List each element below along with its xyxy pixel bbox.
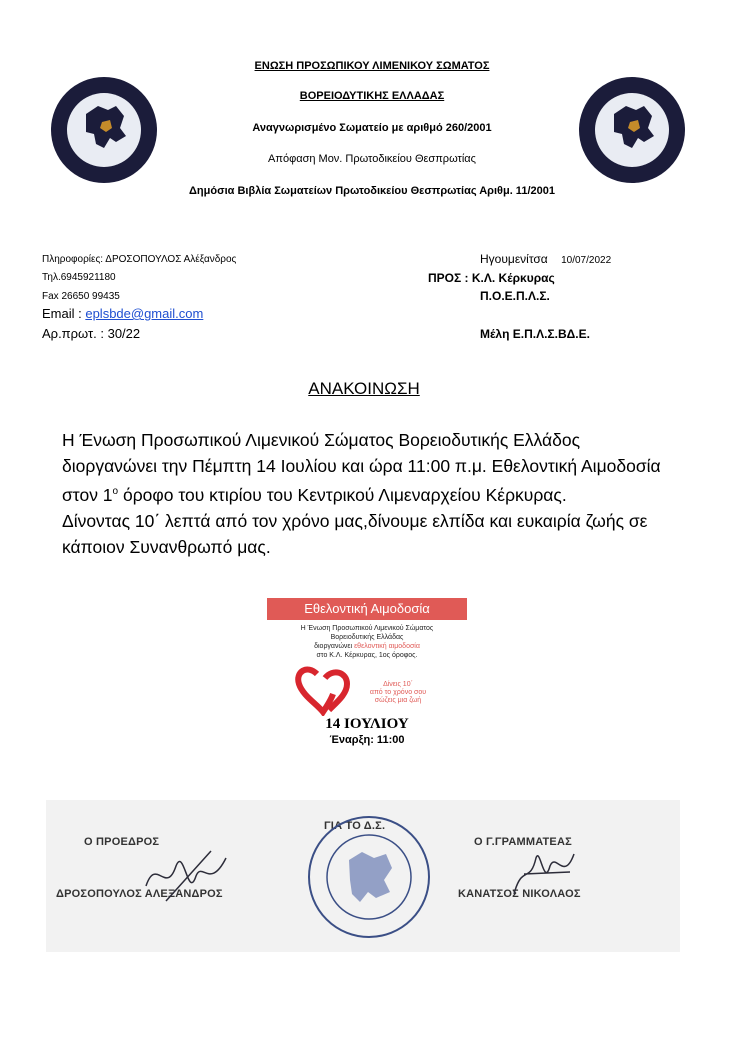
secretary-title: Ο Γ.ΓΡΑΜΜΑΤΕΑΣ [474,836,572,848]
header-line-3: Αναγνωρισμένο Σωματείο με αριθμό 260/2001 [252,122,492,134]
place-date [480,252,611,266]
header-line-1: ΕΝΩΣΗ ΠΡΟΣΩΠΙΚΟΥ ΛΙΜΕΝΙΚΟΥ ΣΩΜΑΤΟΣ [254,60,490,72]
announcement-line-5: κάποιον Συνανθρωπό μας. [62,536,271,557]
blood-donation-poster [267,598,467,754]
date: 10/07/2022 [561,255,612,266]
president-title: Ο ΠΡΟΕΔΡΟΣ [84,836,160,848]
place: Ηγουμενίτσα [480,252,548,266]
union-seal-logo-left [50,76,158,184]
stamp-seal [304,812,434,942]
protocol-number: Αρ.πρωτ. : 30/22 [42,326,141,341]
poster-heading: Εθελοντική Αιμοδοσία [267,598,467,620]
poster-heart-text: Δίνεις 10΄ από το χρόνο σου σώζεις μια ζωή [369,681,427,704]
recipient-to: ΠΡΟΣ : Κ.Λ. Κέρκυρας [428,271,555,285]
header-line-4: Απόφαση Μον. Πρωτοδικείου Θεσπρωτίας [268,153,476,165]
poster-date: 14 ΙΟΥΛΙΟΥ [325,716,409,732]
header-line-5: Δημόσια Βιβλία Σωματείων Πρωτοδικείου Θεσπρωτίας Αριθμ. 11/2001 [189,185,555,197]
email-link[interactable]: eplsbde@gmail.com [85,306,204,321]
announcement-line-3: στον $1^o$ όροφο του κτιρίου του Κεντρικού Λιμεναρχείου Κέρκυρας. [62,484,567,505]
president-signature [136,846,246,906]
signatures-section [46,800,680,952]
announcement-line-2: διοργανώνει την Πέμπτη 14 Ιουλίου και ώρα 11:00 π.μ. Εθελοντική Αιμοδοσία [62,456,661,476]
secretary-name: ΚΑΝΑΤΣΟΣ ΝΙΚΟΛΑΟΣ [458,888,581,900]
info-line: Πληροφορίες: ΔΡΟΣΟΠΟΥΛΟΣ Αλέξανδρος [42,254,237,265]
email-row [42,306,203,321]
recipient-3: Μέλη Ε.Π.Λ.Σ.ΒΔ.Ε. [480,327,590,341]
announcement-title: ΑΝΑΚΟΙΝΩΣΗ [308,379,420,398]
announcement-line-4: Δίνοντας 10΄ λεπτά από τον χρόνο μας,δίνουμε ελπίδα και ευκαιρία ζωής σε [62,510,648,531]
board-title: ΓΙΑ ΤΟ Δ.Σ. [324,820,386,832]
union-seal-logo-right [578,76,686,184]
phone-number: Τηλ.6945921180 [42,272,116,283]
announcement-line-1: Η Ένωση Προσωπικού Λιμενικού Σώματος Βορειοδυτικής Ελλάδος [62,430,581,450]
president-name: ΔΡΟΣΟΠΟΥΛΟΣ ΑΛΕΞΑΝΔΡΟΣ [56,888,223,900]
poster-text: Η Ένωση Προσωπικού Λιμενικού Σώματος Βορειοδυτικής Ελλάδας διοργανώνει εθελοντική αιμοδοσία στο Κ.Λ. Κέρκυρας, 1ος όροφος. [300,625,434,659]
email-label: Email : [42,306,86,321]
secretary-signature [504,844,584,904]
announcement-body [62,427,702,560]
fax-number: Fax 26650 99435 [42,291,120,302]
header-line-2: ΒΟΡΕΙΟΔΥΤΙΚΗΣ ΕΛΛΑΔΑΣ [299,90,445,102]
poster-start-time: Έναρξη: 11:00 [329,734,405,746]
recipient-2: Π.Ο.Ε.Π.Λ.Σ. [480,289,550,303]
